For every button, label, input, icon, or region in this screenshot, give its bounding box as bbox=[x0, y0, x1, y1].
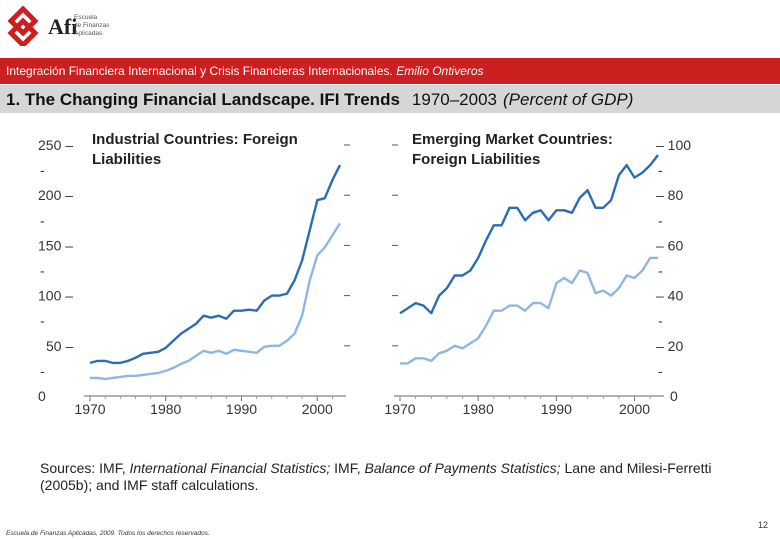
afi-logo-mark-icon bbox=[6, 6, 40, 46]
y-tick-label: 200 – bbox=[38, 187, 74, 204]
y-minor-tick: - bbox=[40, 212, 45, 229]
panel-title: Industrial Countries: Foreign Liabilities bbox=[92, 131, 298, 168]
x-tick-label: 1980 bbox=[462, 401, 494, 417]
y-tick-label: – 80 bbox=[656, 187, 684, 204]
y-tick-label: 50 – bbox=[46, 337, 74, 354]
y-minor-tick: - bbox=[40, 312, 45, 329]
x-tick-label: 1980 bbox=[150, 401, 182, 417]
header-author: Emilio Ontiveros bbox=[396, 64, 484, 78]
y-minor-tick: - bbox=[658, 162, 663, 179]
y-minor-tick: - bbox=[658, 212, 663, 229]
logo-subtitle: Escuela de Finanzas Aplicadas bbox=[74, 14, 110, 37]
footer-copyright: Escuela de Finanzas Aplicadas, 2009. Todos los derechos reservados. bbox=[6, 530, 210, 537]
industrial-countries-panel bbox=[38, 131, 350, 417]
logo-wordmark: Afi bbox=[48, 14, 78, 39]
series-line-light bbox=[90, 223, 340, 379]
slide-title: 1. The Changing Financial Landscape. IFI Trends 1970–2003 (Percent of GDP) bbox=[6, 90, 634, 109]
y-tick-label: 0 bbox=[670, 388, 678, 404]
x-tick-label: 1970 bbox=[384, 401, 416, 417]
series-line-light bbox=[400, 258, 658, 364]
y-tick-label: 150 – bbox=[38, 237, 74, 254]
x-tick-label: 1990 bbox=[225, 401, 258, 417]
y-tick-label: – 60 bbox=[656, 237, 684, 254]
y-minor-tick: - bbox=[40, 162, 45, 179]
y-tick-label: – 100 bbox=[656, 137, 692, 153]
y-tick-label: – 20 bbox=[656, 337, 684, 354]
y-minor-tick: - bbox=[40, 262, 45, 279]
panel-title: Emerging Market Countries: Foreign Liabilities bbox=[412, 131, 613, 168]
x-tick-label: 2000 bbox=[618, 401, 651, 417]
page-number: 12 bbox=[757, 520, 768, 530]
slide-title-bar bbox=[0, 85, 780, 113]
x-tick-label: 2000 bbox=[301, 401, 333, 417]
series-line-dark bbox=[400, 155, 658, 313]
sources-note: Sources: IMF, International Financial Statistics; IMF, Balance of Payments Statistics; Lane and Milesi-Ferretti (2005b); and IMF staff calculations. bbox=[40, 460, 712, 493]
afi-logo bbox=[6, 6, 126, 50]
y-minor-tick: - bbox=[658, 262, 663, 279]
x-tick-label: 1990 bbox=[540, 401, 572, 417]
x-tick-label: 1970 bbox=[74, 401, 106, 417]
y-tick-label: 0 bbox=[38, 388, 46, 404]
y-minor-tick: - bbox=[658, 312, 663, 329]
ifi-trends-chart bbox=[0, 120, 780, 420]
header-banner bbox=[0, 58, 780, 84]
series-line-dark bbox=[90, 165, 340, 363]
emerging-markets-panel bbox=[384, 131, 691, 417]
y-tick-label: 250 – bbox=[38, 137, 74, 153]
header-text: Integración Financiera Internacional y Crisis Financieras Internacionales. Emilio Ontiveros bbox=[6, 64, 484, 78]
y-tick-label: 100 – bbox=[38, 287, 74, 304]
y-minor-tick: - bbox=[40, 362, 45, 379]
y-tick-label: – 40 bbox=[656, 287, 684, 304]
y-minor-tick: - bbox=[658, 362, 663, 379]
